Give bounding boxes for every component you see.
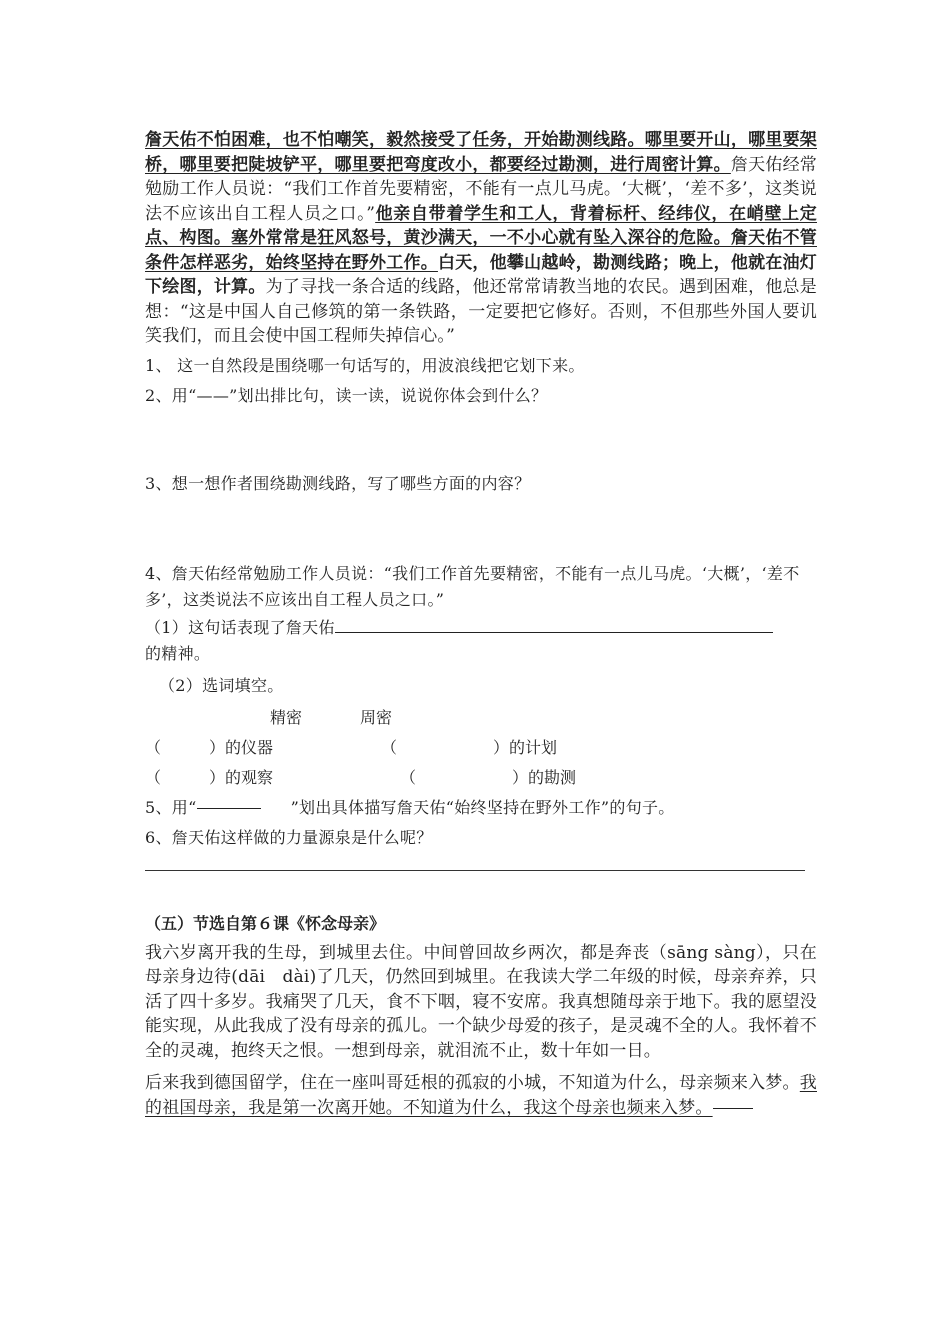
question-4-2: （2）选词填空。 [159,675,284,695]
question-5-suffix: ”划出具体描写詹天佑“始终坚持在野外工作”的句子。 [290,797,675,817]
blank-row-2 [145,763,817,793]
p2-first-sentence: 后来我到德国留学，住在一座叫哥廷根的孤寂的小城，不知道为什么，母亲频来入梦。 [145,1073,800,1093]
quote-sentence: 詹天佑经常勉励工作人员说：“我们工作首先要精密，不能有一点儿马虎。‘大概’，‘差不多’，这类说法不应该出自工程人员之口。” [145,154,817,224]
word-choice-1: 精密 [270,707,303,727]
passage-huainian-muqin-p1: 我六岁离开我的生母，到城里去住。中间曾回故乡两次，都是奔丧（sāng sàng），只在母亲身边待(dāi dài)了几天，仍然回到城里。在我读大学二年级的时候，母亲弃养，只活了四十多岁。我痛哭了几天，食不下咽，寝不安席。我真想随母亲于地下。我的愿望没能实现，从此我成了没有母亲的孤儿。一个缺少母爱的孩子，是灵魂不全的人。我怀着不全的灵魂，抱终天之恨。一想到母亲，就泪流不止，数十年如一日。 [145,942,817,1061]
blank-observation[interactable]: （ ）的观察 [145,767,274,787]
p2-underlined-sentence: 我的祖国母亲，我是第一次离开她。不知道为什么，我这个母亲也频来入梦。 [145,1073,817,1118]
topic-sentence: 詹天佑不怕困难，也不怕嘲笑，毅然接受了任务，开始勘测线路。 [145,130,645,150]
worksheet-page [145,128,817,1120]
question-4-1-prefix: （1）这句话表现了詹天佑 [145,617,335,637]
field-work-sentences: 他亲自带着学生和工人，背着标杆、经纬仪，在峭壁上定点、构图。塞外常常是狂风怒号，黄沙满天，一不小心就有坠入深谷的危险。詹天佑不管条件怎样恶劣，始终坚持在野外工作。 [145,203,817,273]
section-5-title: （五）节选自第６课《怀念母亲》 [145,913,386,933]
passage-huainian-muqin-p2 [145,1071,817,1120]
blank-row-1 [145,733,817,763]
blank-plan[interactable]: （ ）的计划 [381,737,558,757]
answer-line-4-1[interactable] [335,618,773,633]
closing-sentences: 为了寻找一条合适的线路，他还常常请教当地的农民。遇到困难，他总是想：“这是中国人自己修筑的第一条铁路，一定要把它修好。否则，不但那些外国人要讥笑我们，而且会使中国工程师失掉信心。” [145,277,817,346]
word-choice-2: 周密 [360,707,393,727]
question-3: 3、想一想作者围绕勘测线路，写了哪些方面的内容？ [145,473,531,493]
passage-zhan-tianyou [145,128,817,349]
day-night-sentence: 白天，他攀山越岭，勘测线路；晚上，他就在油灯下绘图，计算。 [145,252,817,297]
question-5-prefix: 5、用“ [145,797,197,817]
question-5 [145,795,817,821]
trailing-underline [713,1107,753,1109]
question-4: 4、詹天佑经常勉励工作人员说：“我们工作首先要精密，不能有一点儿马虎。‘大概’，‘差不多’，这类说法不应该出自工程人员之口。” [145,563,800,609]
blank-instrument[interactable]: （ ）的仪器 [145,737,274,757]
blank-survey[interactable]: （ ）的勘测 [400,767,577,787]
question-6: 6、詹天佑这样做的力量源泉是什么呢？ [145,827,433,847]
question-1: 1、 这一自然段是围绕哪一句话写的，用波浪线把它划下来。 [145,355,585,375]
parallel-sentences: 哪里要开山，哪里要架桥，哪里要把陡坡铲平，哪里要把弯度改小，都要经过勘测，进行周密计算。 [145,130,817,175]
word-choices [145,703,817,733]
question-4-1-suffix: 的精神。 [145,643,211,663]
question-4-1 [145,615,817,667]
underline-sample [197,807,261,809]
question-2: 2、用“——”划出排比句，读一读，说说你体会到什么？ [145,385,548,405]
